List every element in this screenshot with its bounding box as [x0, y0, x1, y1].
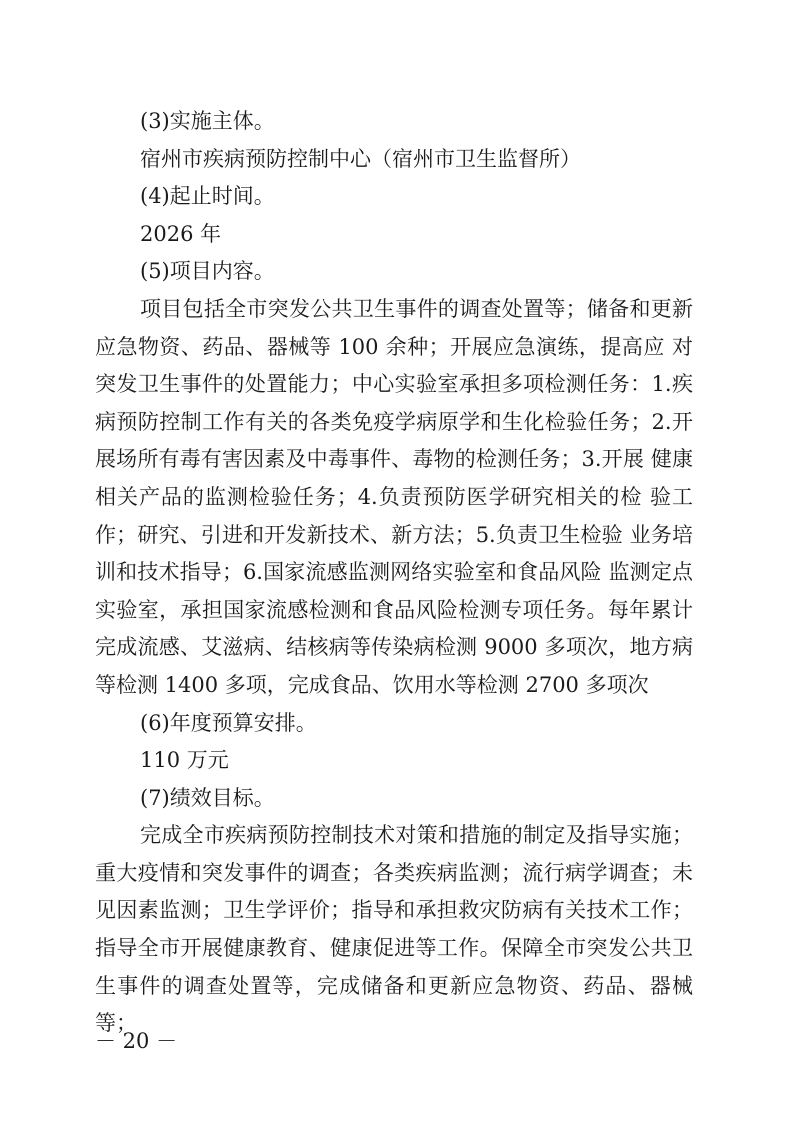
- implementing-body-text: 宿州市疾病预防控制中心（宿州市卫生监督所）: [140, 146, 581, 171]
- section-heading-project-content: (5)项目内容。: [140, 259, 275, 284]
- section-heading-performance-goals: (7)绩效目标。: [140, 785, 275, 810]
- period-text: 2026 年: [140, 221, 222, 246]
- section-heading-budget: (6)年度预算安排。: [140, 710, 317, 735]
- performance-goals-paragraph: 完成全市疾病预防控制技术对策和措施的制定及指导实施；重大疫情和突发事件的调查；各类疾病监测；流行病学调查；未见因素监测；卫生学评价；指导和承担救灾防病有关技术工作；指导全市开展健康教育、健康促进等工作。保障全市突发公共卫生事件的调查处置等，完成储备和更新应急物资、药品、器械等；: [95, 823, 693, 1036]
- project-content-paragraph: 项目包括全市突发公共卫生事件的调查处置等；储备和更新应急物资、药品、器械等 100 余种；开展应急演练，提高应 对突发卫生事件的处置能力；中心实验室承担多项检测任务：1.疾病预防控制工作有关的各类免疫学病原学和生化检验任务；2.开展场所有毒有害因素及中毒事件、毒物的检测任务；3.开展 健康相关产品的监测检验任务；4.负责预防医学研究相关的检 验工作；研究、引进和开发新技术、新方法；5.负责卫生检验 业务培训和技术指导；6.国家流感监测网络实验室和食品风险 监测定点实验室，承担国家流感检测和食品风险检测专项任务。每年累计完成流感、艾滋病、结核病等传染病检测 9000 多项次，地方病等检测 1400 多项，完成食品、饮用水等检测 2700 多项次: [95, 296, 693, 697]
- section-heading-implementing-body: (3)实施主体。: [140, 109, 275, 133]
- section-heading-period: (4)起止时间。: [140, 184, 275, 209]
- page-number: － 20 －: [95, 1029, 178, 1053]
- document-body: [95, 103, 693, 1043]
- budget-text: 110 万元: [140, 748, 229, 773]
